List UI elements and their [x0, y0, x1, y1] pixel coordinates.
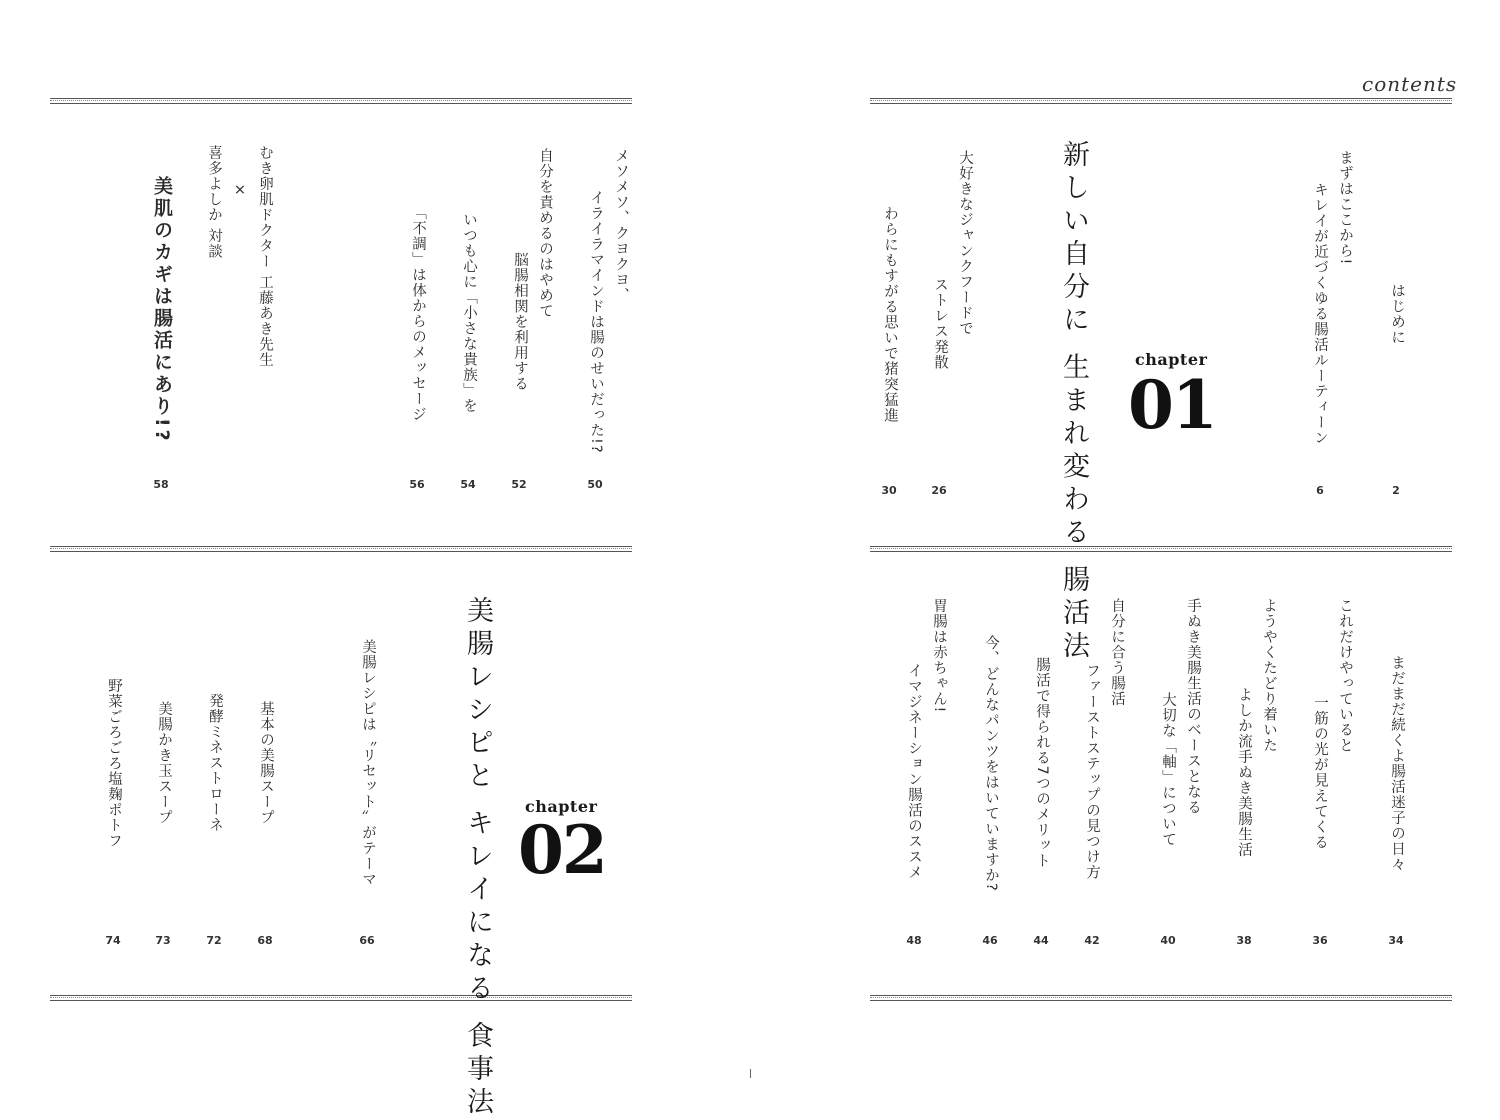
toc-entry-kakitama[interactable] [150, 598, 177, 928]
toc-entry-kihon[interactable] [252, 598, 279, 928]
page-number: 38 [1236, 934, 1252, 947]
page-number: 42 [1084, 934, 1100, 947]
page-number: 58 [153, 478, 169, 491]
bottom-right-rule [870, 995, 1452, 1001]
entry-title: 一筋の光が見えてくる [1312, 694, 1328, 850]
page-number: 68 [257, 934, 273, 947]
chapter02-number: 02 [518, 811, 606, 889]
entry-title: 野菜ごろごろ塩麹ポトフ [106, 677, 122, 849]
toc-entry-jibunni-line2[interactable] [1078, 614, 1105, 928]
entry-title: ようやくたどり着いた [1261, 598, 1277, 753]
page-number: 52 [511, 478, 527, 491]
entry-title: 喜多よしか 対談 [206, 145, 222, 260]
chapter02-label: chapter [525, 797, 598, 816]
chapter01-title: 新しい自分に 生まれ変わる 腸活法 [1058, 140, 1089, 665]
toc-entry-hajimeni[interactable] [1383, 150, 1410, 478]
taidan-line3 [201, 145, 227, 259]
page-number: 40 [1160, 934, 1176, 947]
bottom-left-rule [50, 995, 632, 1001]
toc-entry-koredake-line2[interactable] [1306, 616, 1333, 928]
entry-title: 自分に合う腸活 [1109, 598, 1125, 707]
toc-entry-bichou-recipe[interactable] [354, 598, 381, 928]
entry-title: 美腸かき玉スープ [156, 701, 172, 825]
toc-entry-koredake-line1[interactable] [1332, 598, 1358, 753]
entry-title: 基本の美腸スープ [258, 701, 274, 825]
entry-title: ストレス発散 [932, 276, 948, 370]
page-number: 72 [206, 934, 222, 947]
toc-entry-jibun-line1[interactable] [532, 148, 558, 319]
entry-title: 手ぬき美腸生活のベースとなる [1185, 598, 1201, 815]
page-number: 6 [1316, 484, 1324, 497]
toc-entry-jibun-line2[interactable] [506, 165, 533, 478]
toc-entry-youyaku-line2[interactable] [1230, 616, 1257, 928]
taidan-line2 [227, 182, 253, 199]
entry-title: 自分を責めるのはやめて [537, 148, 553, 319]
page-number: 30 [881, 484, 897, 497]
toc-entry-jibunni-line1[interactable] [1104, 598, 1130, 707]
toc-entry-mesomeso-line2[interactable] [582, 165, 609, 478]
entry-title: 美肌のカギは腸活にあり!? [151, 176, 173, 444]
taidan-line1 [252, 145, 278, 368]
toc-entry-mazu-line1[interactable] [1332, 150, 1358, 265]
toc-entry-youyaku-line1[interactable] [1256, 598, 1282, 753]
entry-title: はじめに [1389, 283, 1405, 345]
page-number: 44 [1033, 934, 1049, 947]
middle-right-rule [870, 546, 1452, 552]
toc-entry-yasai[interactable] [100, 598, 127, 928]
chapter02-title: 美腸レシピと キレイになる 食事法 [462, 596, 493, 1120]
entry-title: よしか流手ぬき美腸生活 [1236, 686, 1252, 858]
toc-entry-waranimo[interactable] [876, 150, 903, 478]
top-right-rule [870, 98, 1452, 104]
toc-entry-daisuki-line2[interactable] [926, 168, 953, 478]
toc-entry-hakkou[interactable] [201, 598, 228, 928]
entry-title: 大好きなジャンクフードで [957, 150, 973, 336]
toc-entry-ima[interactable] [977, 598, 1004, 928]
toc-entry-mazu-line2[interactable] [1306, 150, 1333, 478]
entry-title: 「不調」は体からのメッセージ [410, 204, 426, 422]
toc-entry-daisuki-line1[interactable] [952, 150, 978, 336]
entry-title: イマジネーション腸活のススメ [906, 662, 922, 880]
page-number: 50 [587, 478, 603, 491]
entry-title: 腸活で得られる7つのメリット [1034, 657, 1050, 869]
page-number: 74 [105, 934, 121, 947]
page-number: 48 [906, 934, 922, 947]
entry-title: 大切な「軸」について [1160, 691, 1176, 847]
toc-entry-mesomeso-line1[interactable] [608, 148, 634, 303]
page-number: 46 [982, 934, 998, 947]
toc-entry-tenuki-line2[interactable] [1154, 610, 1181, 928]
entry-title: まだまだ続くよ腸活迷子の日々 [1389, 654, 1405, 872]
entry-title: わらにもすがる思いで猪突猛進 [882, 205, 898, 423]
toc-entry-itsumo[interactable] [455, 148, 482, 478]
toc-entry-choukatsu7[interactable] [1028, 598, 1055, 928]
entry-title: 発酵ミネストローネ [207, 693, 223, 833]
entry-title: メソメソ、クヨクヨ、 [613, 148, 629, 303]
page-number: 36 [1312, 934, 1328, 947]
page-number: 56 [409, 478, 425, 491]
entry-title: 胃腸は赤ちゃん! [931, 598, 947, 714]
gutter-mark [750, 1069, 751, 1078]
entry-title: まずはここから! [1337, 150, 1353, 266]
toc-entry-ichou-line2[interactable] [900, 614, 927, 928]
entry-title: 脳腸相関を利用する [512, 251, 528, 392]
toc-entry-bihada[interactable] [146, 142, 177, 478]
page-number: 73 [155, 934, 171, 947]
page-number: 26 [931, 484, 947, 497]
entry-title: ファーストステップの見つけ方 [1084, 662, 1100, 880]
toc-entry-fuchou[interactable] [404, 148, 431, 478]
cross-mark: × [232, 182, 248, 199]
toc-entry-ichou-line1[interactable] [926, 598, 952, 713]
middle-left-rule [50, 546, 632, 552]
entry-title: イライラマインドは腸のせいだった!? [588, 189, 604, 454]
entry-title: これだけやっていると [1337, 598, 1353, 753]
entry-title: いつも心に「小さな貴族」を [461, 212, 477, 414]
page-number: 2 [1392, 484, 1400, 497]
entry-title: 今、どんなパンツをはいていますか? [983, 634, 999, 892]
top-left-rule [50, 98, 632, 104]
page-number: 54 [460, 478, 476, 491]
entry-title: キレイが近づくゆる腸活ルーティーン [1312, 182, 1328, 446]
page-number: 34 [1388, 934, 1404, 947]
entry-title: むき卵肌ドクター 工藤あき先生 [257, 145, 273, 368]
page-number: 66 [359, 934, 375, 947]
contents-wordmark: contents [1362, 72, 1458, 96]
chapter01-label: chapter [1135, 350, 1208, 369]
chapter01-number: 01 [1128, 366, 1216, 444]
toc-entry-tenuki-line1[interactable] [1180, 598, 1206, 815]
entry-title: 美腸レシピは〝リセット〟がテーマ [360, 639, 376, 887]
toc-entry-madamada[interactable] [1383, 598, 1410, 928]
